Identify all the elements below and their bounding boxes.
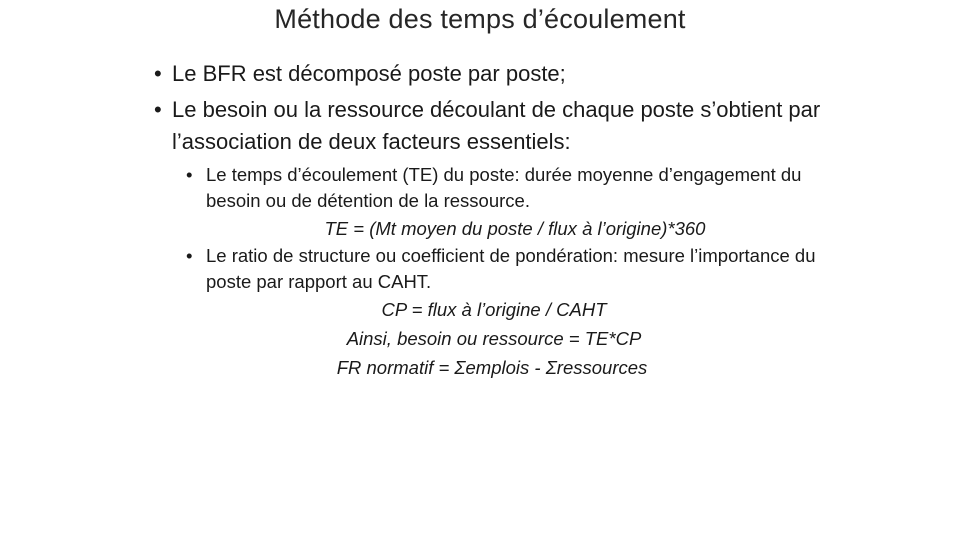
sub-bullet-item bbox=[186, 243, 832, 295]
formula-ainsi: Ainsi, besoin ou ressource = TE*CP bbox=[346, 328, 642, 349]
formula-fr: FR normatif = Σemplois - Σressources bbox=[336, 357, 648, 378]
bullet-item bbox=[152, 94, 832, 158]
bullet-icon: • bbox=[186, 164, 193, 185]
sub-bullet-item bbox=[186, 162, 832, 214]
bullet-icon: • bbox=[154, 97, 162, 122]
formula-cp: CP = flux à l’origine / CAHT bbox=[381, 299, 607, 320]
bullet-icon: • bbox=[186, 245, 193, 266]
slide-title: Méthode des temps d’écoulement bbox=[274, 4, 686, 34]
bullet-text: Le BFR est décomposé poste par poste; bbox=[172, 61, 566, 86]
sub-bullet-text: Le ratio de structure ou coefficient de pondération: mesure l’importance du poste par rapport au CAHT. bbox=[206, 245, 816, 292]
sub-bullet-text: Le temps d’écoulement (TE) du poste: durée moyenne d’engagement du besoin ou de détention de la ressource. bbox=[206, 164, 802, 211]
formula-te: TE = (Mt moyen du poste / flux à l’origine)*360 bbox=[324, 218, 706, 239]
bullet-icon: • bbox=[154, 61, 162, 86]
bullet-text: Le besoin ou la ressource découlant de chaque poste s’obtient par l’association de deux facteurs essentiels: bbox=[172, 97, 821, 154]
bullet-item bbox=[152, 58, 832, 90]
slide-body bbox=[152, 58, 832, 382]
